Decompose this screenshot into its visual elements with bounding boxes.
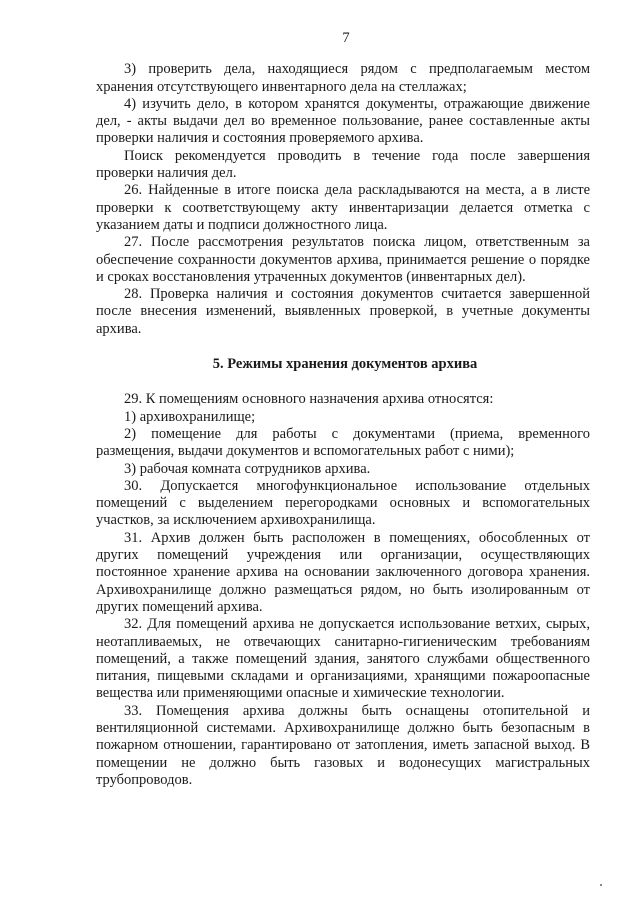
paragraph-item-3: 3) проверить дела, находящиеся рядом с предполагаемым местом хранения отсутствующего инвентарного дела на стеллажах; [96, 61, 590, 95]
paragraph-search-note: Поиск рекомендуется проводить в течение года после завершения проверки наличия дел. [96, 147, 590, 182]
section-heading: 5. Режимы хранения документов архива [212, 356, 478, 373]
paragraph-item-4: 4) изучить дело, в котором хранятся документы, отражающие движение дел, - акты выдачи дел во временное пользование, ранее составленные акты проверки наличия и состояния проверяемого архива. [96, 95, 590, 147]
page-number: 7 [342, 30, 350, 46]
paragraph-29-item-3: 3) рабочая комната сотрудников архива. [124, 460, 371, 477]
paragraph-30: 30. Допускается многофункциональное использование отдельных помещений с выделением перегородками основных и вспомогательных участков, за исключением архивохранилища. [96, 477, 590, 529]
paragraph-33: 33. Помещения архива должны быть оснащены отопительной и вентиляционной системами. Архивохранилище должно быть безопасным в пожарном отношении, гарантировано от затопления, иметь запасной выход. В помещении не должно быть газовых и водонесущих магистральных трубопроводов. [96, 702, 590, 788]
paragraph-31: 31. Архив должен быть расположен в помещениях, обособленных от других помещений учреждения или организации, осуществляющих постоянное хранение архива на основании заключенного договора хранения. Архивохранилище должно размещаться рядом, но быть изолированным от других помещений архива. [96, 529, 590, 615]
paragraph-29-item-1: 1) архивохранилище; [124, 408, 256, 425]
paragraph-32: 32. Для помещений архива не допускается использование ветхих, сырых, неотапливаемых, не отвечающих санитарно-гигиеническим требованиям помещений, а также помещений здания, занятого службами общественного питания, пищевыми складами и организациями, хранящими пожароопасные вещества или применяющими опасные и химические технологии. [96, 616, 590, 702]
paragraph-26: 26. Найденные в итоге поиска дела раскладываются на места, а в листе проверки к соответствующему акту инвентаризации делается отметка с указанием даты и подписи должностного лица. [96, 182, 590, 233]
paragraph-29: 29. К помещениям основного назначения архива относятся: [124, 391, 494, 408]
scan-speck [600, 884, 602, 886]
paragraph-29-item-2: 2) помещение для работы с документами (приема, временного размещения, выдачи документов и вспомогательных работ с ними); [96, 425, 590, 460]
document-page [96, 30, 590, 789]
paragraph-27: 27. После рассмотрения результатов поиска лицом, ответственным за обеспечение сохранности документов архива, принимается решение о порядке и сроках восстановления утраченных документов (инвентарных дел). [96, 234, 590, 285]
paragraph-28: 28. Проверка наличия и состояния документов считается завершенной после внесения изменений, выявленных проверкой, в учетные документы архива. [96, 286, 590, 337]
